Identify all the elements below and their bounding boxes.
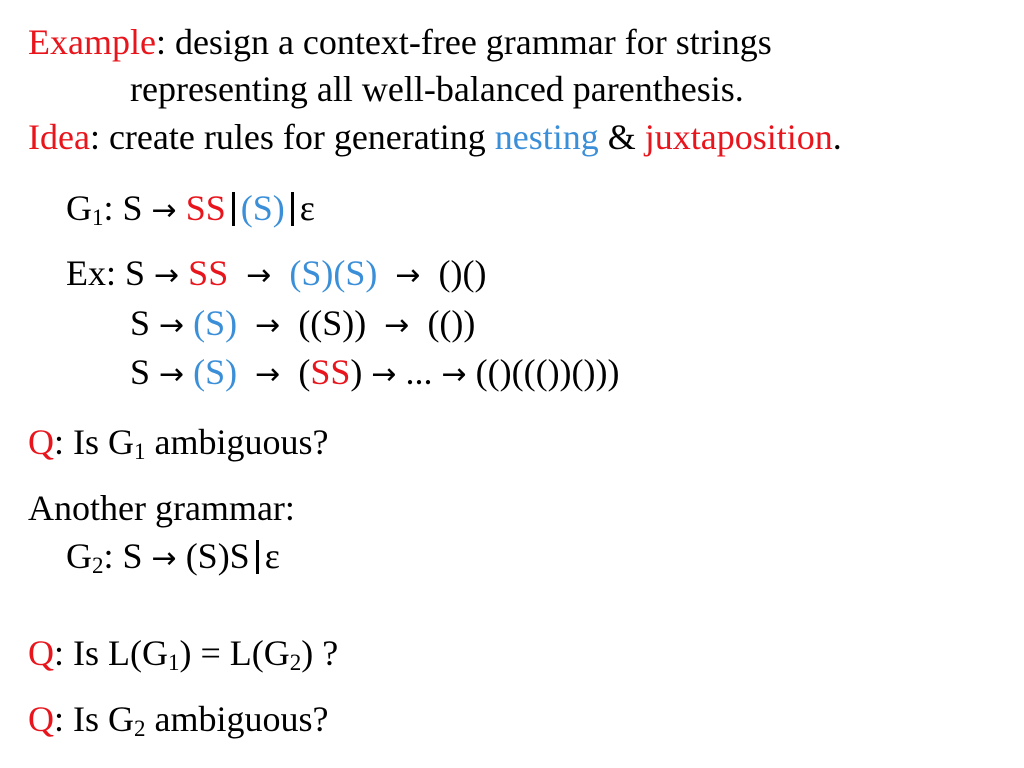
ampersand: & (598, 117, 645, 157)
heading-text: Another grammar: (28, 488, 295, 528)
vertical-bar (232, 192, 235, 226)
grammar-subscript: 1 (167, 650, 180, 675)
ex-label: Ex: (66, 253, 116, 293)
question-text-end: ) ? (301, 633, 339, 673)
nonterminal-s: S (130, 352, 151, 392)
title-line-continued (130, 71, 744, 107)
derivation-result: (()) (427, 303, 476, 343)
nesting-term: nesting (494, 117, 599, 157)
right-arrow-icon: → (151, 541, 177, 576)
question-text: : Is G (54, 422, 134, 462)
question-text: : Is L(G (54, 633, 168, 673)
example-derivation-3 (130, 354, 620, 390)
period: . (832, 117, 842, 157)
right-arrow-icon: → (159, 308, 185, 343)
grammar-subscript: 1 (134, 439, 146, 464)
close-paren: ) (350, 352, 363, 392)
idea-label: Idea (28, 117, 90, 157)
nonterminal-s: S (122, 188, 143, 228)
grammar-subscript: 2 (289, 650, 302, 675)
grammar-name: G (66, 188, 92, 228)
right-arrow-icon: → (255, 357, 281, 392)
q-label: Q (28, 633, 54, 673)
step-ss: SS (188, 253, 229, 293)
step-paren-s: (S) (193, 303, 238, 343)
juxtaposition-term: juxtaposition (644, 117, 833, 157)
grammar-subscript: 2 (134, 716, 146, 741)
q-label: Q (28, 422, 54, 462)
open-paren: ( (298, 352, 311, 392)
nonterminal-s: S (130, 303, 151, 343)
right-arrow-icon: → (255, 308, 281, 343)
rule-paren-s: (S) (240, 188, 285, 228)
right-arrow-icon: → (441, 357, 467, 392)
example-derivation-2 (130, 305, 475, 341)
vertical-bar (256, 540, 259, 574)
epsilon: ε (299, 188, 315, 228)
question-text-mid: ) = L(G (179, 633, 290, 673)
derivation-result: ()() (438, 253, 487, 293)
right-arrow-icon: → (371, 357, 397, 392)
question-3 (28, 701, 328, 740)
grammar-g2-rule (66, 538, 280, 577)
nonterminal-s: S (125, 253, 146, 293)
example-text: : design a context-free grammar for strings (155, 22, 772, 62)
question-1 (28, 424, 328, 463)
rule-ss: SS (185, 188, 226, 228)
question-2 (28, 635, 338, 674)
question-text-end: ambiguous? (145, 422, 329, 462)
ellipsis: ... (405, 352, 433, 392)
title-line (28, 24, 772, 60)
rule-rhs: (S)S (185, 536, 250, 576)
idea-line (28, 119, 842, 155)
example-label: Example (28, 22, 156, 62)
right-arrow-icon: → (384, 308, 410, 343)
q-label: Q (28, 699, 54, 739)
grammar-subscript: 2 (92, 553, 104, 578)
step-paren-s-paren-s: (S)(S) (289, 253, 378, 293)
epsilon: ε (264, 536, 280, 576)
grammar-g1-rule (66, 190, 315, 229)
derivation-result: (()((())())) (475, 352, 620, 392)
right-arrow-icon: → (154, 258, 180, 293)
nonterminal-s: S (122, 536, 143, 576)
step-ss: SS (310, 352, 351, 392)
step-nested: ((S)) (298, 303, 367, 343)
right-arrow-icon: → (151, 193, 177, 228)
another-grammar-heading (28, 490, 295, 526)
question-text-end: ambiguous? (145, 699, 329, 739)
grammar-subscript: 1 (92, 205, 104, 230)
step-paren-s: (S) (193, 352, 238, 392)
vertical-bar (291, 192, 294, 226)
title-continuation-text: representing all well-balanced parenthesis. (130, 69, 744, 109)
colon: : (103, 188, 114, 228)
right-arrow-icon: → (395, 258, 421, 293)
grammar-name: G (66, 536, 92, 576)
right-arrow-icon: → (246, 258, 272, 293)
right-arrow-icon: → (159, 357, 185, 392)
colon: : (103, 536, 114, 576)
idea-text: : create rules for generating (89, 117, 495, 157)
example-derivation-1 (66, 255, 486, 291)
question-text: : Is G (54, 699, 134, 739)
